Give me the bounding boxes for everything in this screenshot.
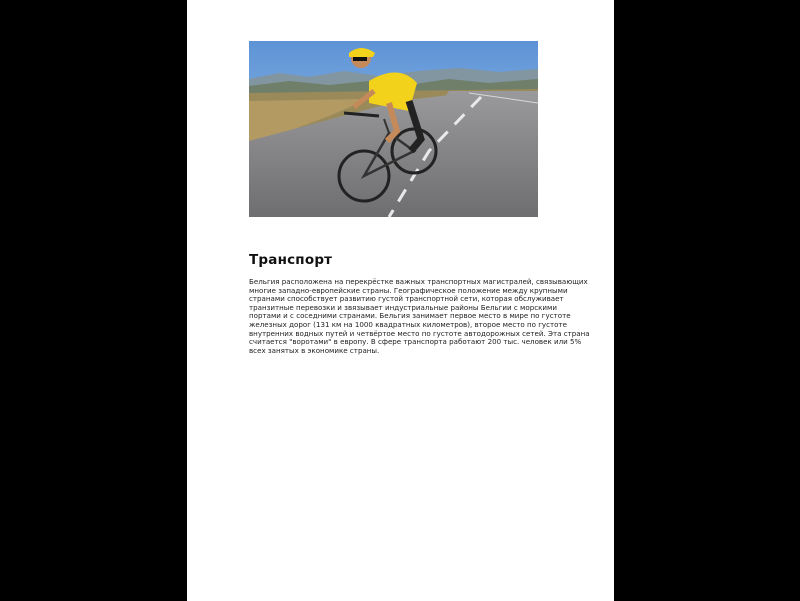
- section-paragraph: [249, 278, 589, 355]
- paragraph-line: многие западно-европейские страны. Географическое положение между крупными: [249, 285, 568, 295]
- section-title: Транспорт: [249, 252, 333, 268]
- paragraph-line: Бельгия расположена на перекрёстке важных транспортных магистралей, связывающих: [249, 277, 588, 286]
- document-page: [187, 0, 614, 601]
- paragraph-line: транзитные перевозки и звязывает индустриальные районы Бельгии с морскими: [249, 302, 558, 312]
- paragraph-line: внутренних водных путей и четвёртое место по густоте автодорожных сетей. Эта страна: [249, 328, 590, 338]
- cyclist-illustration: [249, 41, 538, 217]
- paragraph-line: всех занятых в экономике страны.: [249, 345, 380, 355]
- paragraph-line: считается "воротами" в европу. В сфере транспорта работают 200 тыс. человек или 5%: [249, 337, 582, 347]
- cyclist-photo: [249, 41, 538, 217]
- paragraph-line: портами и с соседними странами. Бельгия занимает первое место в мире по густоте: [249, 311, 571, 321]
- paragraph-line: железных дорог (131 км на 1000 квадратных километров), второе место по густоте: [249, 319, 567, 329]
- paragraph-line: странами способствует развитию густой транспортной сети, которая обслуживает: [249, 294, 564, 304]
